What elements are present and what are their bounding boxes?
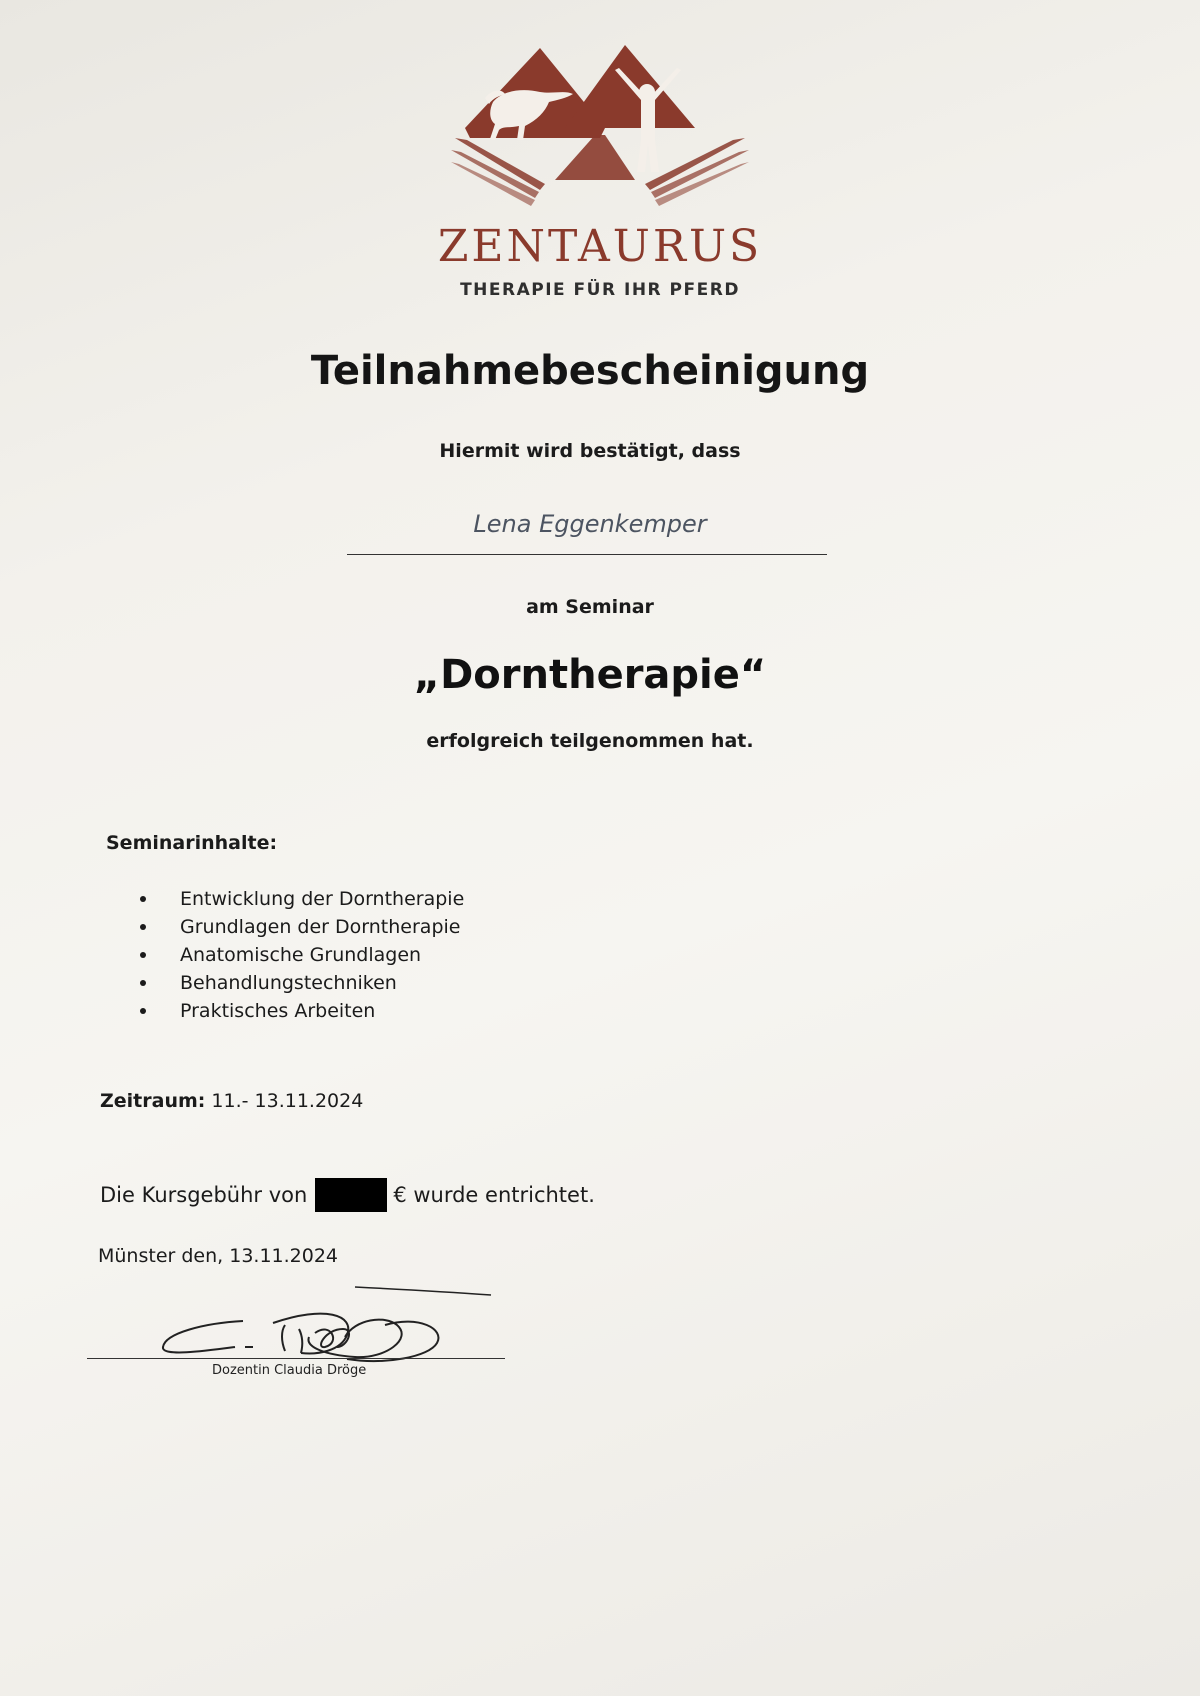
intro-text: Hiermit wird bestätigt, dass bbox=[439, 440, 741, 462]
signature-line bbox=[87, 1358, 505, 1359]
fee-suffix: € wurde entrichtet. bbox=[393, 1183, 595, 1207]
brand-tagline: THERAPIE FÜR IHR PFERD bbox=[460, 280, 740, 300]
redacted-amount bbox=[315, 1178, 387, 1212]
list-item bbox=[140, 913, 464, 941]
logo bbox=[430, 40, 770, 300]
list-item bbox=[140, 941, 464, 969]
recipient-underline bbox=[347, 554, 827, 555]
bullet-icon bbox=[140, 896, 146, 902]
horse-and-human-mountains-logo-icon bbox=[445, 40, 755, 230]
list-item-label: Grundlagen der Dorntherapie bbox=[180, 916, 461, 938]
period-label: Zeitraum: bbox=[100, 1090, 206, 1112]
list-item-label: Behandlungstechniken bbox=[180, 972, 397, 994]
at-seminar-text: am Seminar bbox=[526, 596, 654, 618]
bullet-icon bbox=[140, 1008, 146, 1014]
bullet-icon bbox=[140, 924, 146, 930]
brand-name: ZENTAURUS bbox=[437, 221, 763, 272]
list-item bbox=[140, 969, 464, 997]
period-value: 11.- 13.11.2024 bbox=[211, 1090, 364, 1112]
document-title: Teilnahmebescheinigung bbox=[310, 348, 870, 394]
period bbox=[100, 1090, 363, 1112]
list-item-label: Anatomische Grundlagen bbox=[180, 944, 422, 966]
contents-list bbox=[140, 885, 464, 1025]
bullet-icon bbox=[140, 980, 146, 986]
list-item-label: Entwicklung der Dorntherapie bbox=[180, 888, 465, 910]
signature-caption: Dozentin Claudia Dröge bbox=[212, 1363, 367, 1378]
contents-heading: Seminarinhalte: bbox=[106, 832, 278, 854]
completion-text: erfolgreich teilgenommen hat. bbox=[426, 730, 754, 752]
list-item-label: Praktisches Arbeiten bbox=[180, 1000, 376, 1022]
list-item bbox=[140, 997, 464, 1025]
list-item bbox=[140, 885, 464, 913]
fee-statement bbox=[100, 1178, 595, 1212]
bullet-icon bbox=[140, 952, 146, 958]
place-and-date: Münster den, 13.11.2024 bbox=[98, 1245, 339, 1267]
recipient-name: Lena Eggenkemper bbox=[473, 510, 707, 538]
seminar-name: „Dorntherapie“ bbox=[413, 652, 767, 698]
fee-prefix: Die Kursgebühr von bbox=[100, 1183, 308, 1207]
